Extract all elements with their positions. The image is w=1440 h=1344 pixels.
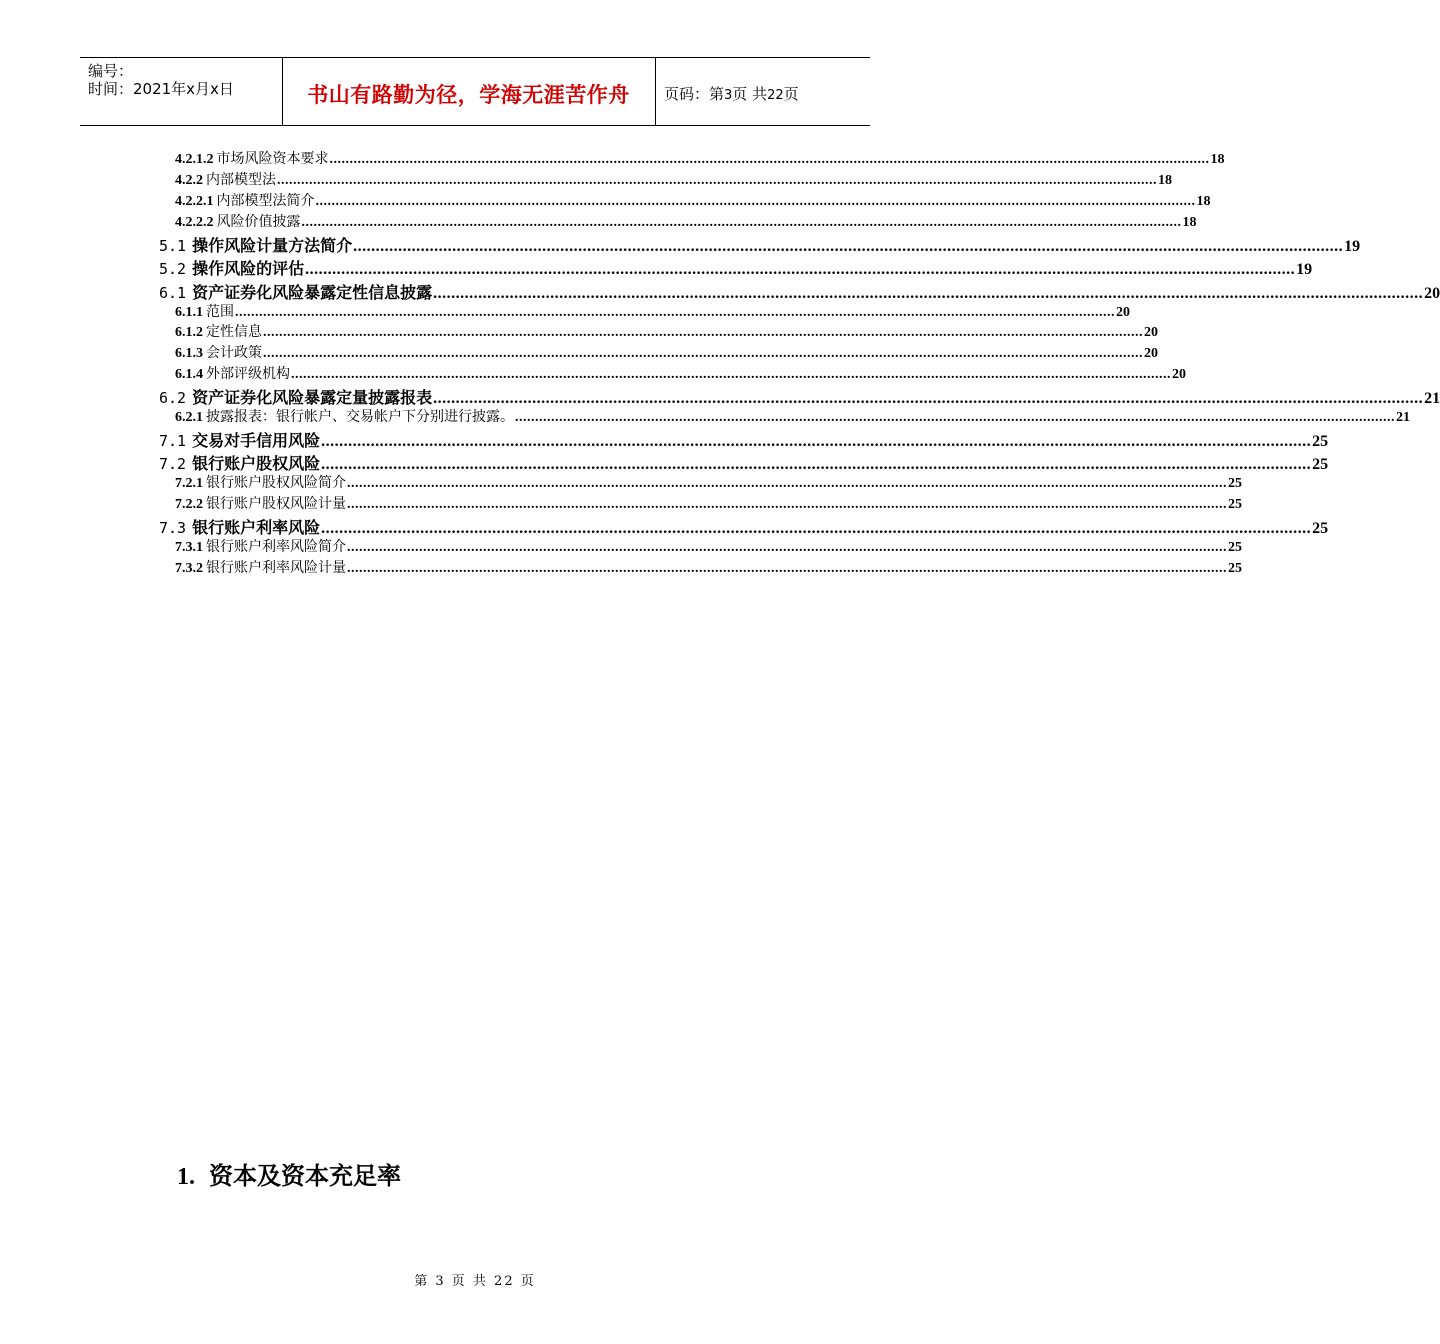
toc-entry-title: 银行账户利率风险计量 — [206, 560, 346, 576]
toc-entry-number: 5.1 — [159, 237, 187, 255]
toc-entry-page: 20 — [1172, 367, 1186, 382]
toc-entry[interactable] — [159, 256, 1313, 279]
toc-entry-title: 交易对手信用风险 — [192, 431, 321, 450]
toc-entry[interactable] — [159, 280, 1440, 303]
page-mid: 页 共 — [732, 85, 768, 103]
toc-entry-title: 资产证券化风险暴露定性信息披露 — [192, 283, 433, 302]
toc-entry-page: 20 — [1144, 346, 1158, 361]
toc-dot-leader: ............................................................................................................................................................................................................................ — [263, 325, 1143, 340]
toc-dot-leader: ............................................................................................................................................................................................................................ — [515, 410, 1395, 425]
toc-entry-title: 市场风险资本要求 — [216, 151, 329, 167]
toc-entry-page: 19 — [1344, 238, 1361, 255]
page-header — [80, 57, 870, 126]
toc-entry-number: 6.2.1 — [175, 410, 203, 425]
toc-entry[interactable] — [159, 385, 1440, 408]
toc-dot-leader: ............................................................................................................................................................................................................................ — [321, 433, 1312, 450]
toc-entry-number: 6.2 — [159, 389, 187, 407]
toc-entry-page: 18 — [1158, 173, 1172, 188]
page-prefix: 页码：第 — [664, 85, 725, 103]
toc-dot-leader: ............................................................................................................................................................................................................................ — [353, 238, 1344, 255]
toc-entry-title: 银行账户股权风险 — [192, 454, 321, 473]
toc-entry-page: 19 — [1296, 261, 1313, 278]
toc-entry-page: 20 — [1424, 285, 1440, 302]
toc-entry-page: 20 — [1116, 305, 1130, 320]
toc-entry[interactable] — [175, 190, 1211, 210]
page-total: 22 — [767, 88, 784, 103]
page-footer: 第 3 页 共 22 页 — [414, 1274, 536, 1289]
page-current: 3 — [724, 88, 733, 103]
toc-entry-page: 18 — [1196, 194, 1211, 209]
toc-entry-title: 内部模型法简介 — [216, 193, 315, 209]
toc-entry-page: 18 — [1182, 215, 1197, 230]
toc-entry-number: 4.2.1.2 — [175, 152, 214, 167]
toc-entry-title: 银行账户利率风险简介 — [206, 539, 346, 555]
toc-entry-number: 7.1 — [159, 432, 187, 450]
toc-dot-leader: ............................................................................................................................................................................................................................ — [301, 215, 1182, 230]
header-motto: 书山有路勤为径，学海无涯苦作舟 — [307, 83, 630, 107]
toc-entry[interactable] — [159, 515, 1329, 538]
toc-entry-number: 7.2 — [159, 455, 187, 473]
toc-entry[interactable] — [175, 363, 1186, 383]
toc-dot-leader: ............................................................................................................................................................................................................................ — [347, 540, 1227, 555]
toc-entry-title: 操作风险的评估 — [192, 259, 305, 278]
section-title: 资本及资本充足率 — [209, 1162, 401, 1190]
toc-entry-title: 资产证券化风险暴露定量披露报表 — [192, 388, 433, 407]
toc-dot-leader: ............................................................................................................................................................................................................................ — [321, 456, 1312, 473]
section-number: 1. — [177, 1164, 195, 1190]
toc-entry[interactable] — [175, 301, 1130, 321]
toc-entry-number: 4.2.2 — [175, 173, 203, 188]
toc-entry[interactable] — [175, 406, 1410, 426]
toc-entry-title: 操作风险计量方法简介 — [192, 236, 353, 255]
toc-entry-page: 20 — [1144, 325, 1158, 340]
toc-entry-number: 7.2.2 — [175, 497, 203, 512]
toc-entry-title: 范围 — [206, 304, 234, 320]
page-suffix: 页 — [783, 85, 799, 103]
toc-entry-number: 7.3.1 — [175, 540, 203, 555]
toc-dot-leader: ............................................................................................................................................................................................................................ — [347, 476, 1227, 491]
toc-entry-number: 4.2.2.1 — [175, 194, 214, 209]
toc-entry-title: 内部模型法 — [206, 172, 276, 188]
toc-entry-page: 25 — [1228, 497, 1242, 512]
toc-entry-page: 25 — [1312, 433, 1329, 450]
section-heading — [177, 1156, 401, 1191]
toc-entry-number: 7.3.2 — [175, 561, 203, 576]
toc-entry-number: 7.2.1 — [175, 476, 203, 491]
toc-entry-title: 披露报表：银行帐户、交易帐户下分别进行披露。 — [206, 409, 514, 425]
toc-dot-leader: ............................................................................................................................................................................................................................ — [235, 305, 1115, 320]
toc-entry-page: 25 — [1228, 476, 1242, 491]
toc-dot-leader: ............................................................................................................................................................................................................................ — [263, 346, 1143, 361]
toc-dot-leader: ............................................................................................................................................................................................................................ — [321, 520, 1312, 537]
toc-entry-title: 银行账户股权风险简介 — [206, 475, 346, 491]
toc-dot-leader: ............................................................................................................................................................................................................................ — [329, 152, 1210, 167]
toc-entry-title: 银行账户利率风险 — [192, 518, 321, 537]
toc-entry-number: 6.1.1 — [175, 305, 203, 320]
toc-entry[interactable] — [159, 451, 1329, 474]
toc-entry-number: 5.2 — [159, 260, 187, 278]
toc-entry-number: 6.1 — [159, 284, 187, 302]
toc-entry[interactable] — [159, 428, 1329, 451]
toc-dot-leader: ............................................................................................................................................................................................................................ — [291, 367, 1171, 382]
toc-entry[interactable] — [175, 169, 1172, 189]
toc-dot-leader: ............................................................................................................................................................................................................................ — [347, 561, 1227, 576]
toc-entry-title: 风险价值披露 — [216, 214, 301, 230]
toc-entry-page: 21 — [1396, 410, 1410, 425]
toc-entry-number: 7.3 — [159, 519, 187, 537]
toc-entry[interactable] — [175, 557, 1242, 577]
toc-dot-leader: ............................................................................................................................................................................................................................ — [433, 285, 1424, 302]
toc-entry[interactable] — [175, 211, 1197, 231]
toc-dot-leader: ............................................................................................................................................................................................................................ — [347, 497, 1227, 512]
time-label: 时间：2021年x月x日 — [88, 80, 234, 98]
toc-entry[interactable] — [159, 233, 1361, 256]
toc-entry-title: 银行账户股权风险计量 — [206, 496, 346, 512]
toc-entry-number: 4.2.2.2 — [175, 215, 214, 230]
toc-dot-leader: ............................................................................................................................................................................................................................ — [305, 261, 1296, 278]
header-meta — [88, 62, 234, 98]
toc-entry[interactable] — [175, 342, 1158, 362]
header-page-info — [664, 83, 799, 104]
toc-entry-page: 25 — [1228, 561, 1242, 576]
toc-entry-number: 6.1.3 — [175, 346, 203, 361]
toc-entry[interactable] — [175, 321, 1158, 341]
toc-entry-number: 6.1.4 — [175, 367, 203, 382]
toc-entry[interactable] — [175, 148, 1225, 168]
toc-entry-title: 定性信息 — [206, 324, 262, 340]
toc-entry[interactable] — [175, 472, 1242, 492]
toc-dot-leader: ............................................................................................................................................................................................................................ — [277, 173, 1157, 188]
toc-entry[interactable] — [175, 536, 1242, 556]
toc-entry-page: 25 — [1228, 540, 1242, 555]
toc-entry-page: 18 — [1210, 152, 1225, 167]
toc-entry-title: 会计政策 — [206, 345, 262, 361]
toc-dot-leader: ............................................................................................................................................................................................................................ — [433, 390, 1424, 407]
toc-entry[interactable] — [175, 493, 1242, 513]
code-label: 编号： — [88, 62, 134, 80]
header-divider — [655, 58, 656, 125]
toc-entry-title: 外部评级机构 — [206, 366, 290, 382]
toc-entry-page: 21 — [1424, 390, 1440, 407]
toc-entry-page: 25 — [1312, 520, 1329, 537]
toc-entry-number: 6.1.2 — [175, 325, 203, 340]
toc-entry-page: 25 — [1312, 456, 1329, 473]
toc-dot-leader: ............................................................................................................................................................................................................................ — [315, 194, 1196, 209]
